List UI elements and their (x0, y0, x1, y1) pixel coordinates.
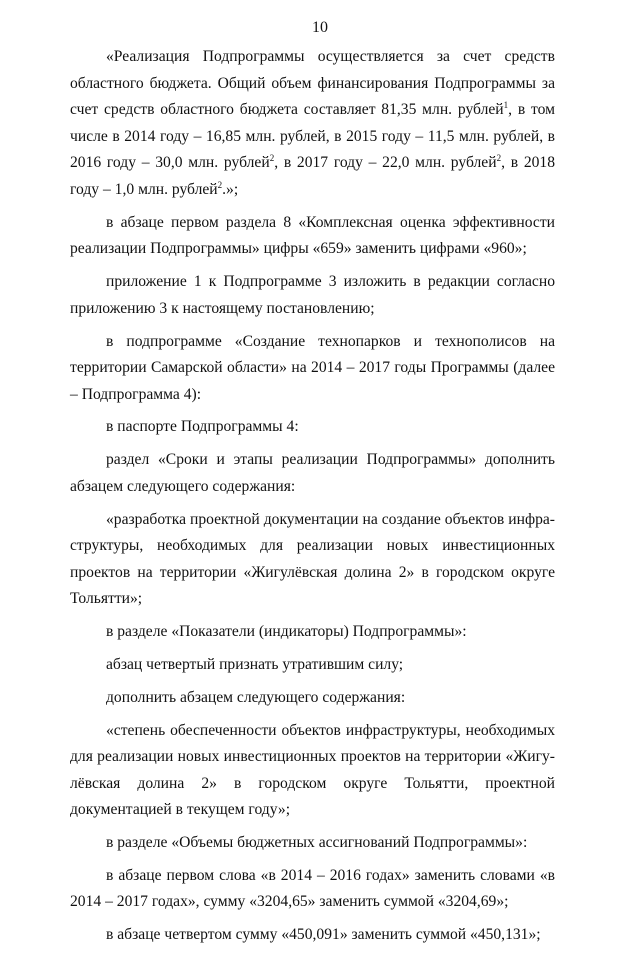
paragraph: в паспорте Подпрограммы 4: (106, 418, 299, 436)
paragraph: приложение 1 к Подпрограмме 3 изложить в редакции согласно приложению 3 к настоящему постановлению; (70, 273, 555, 317)
paragraph: абзац четвертый признать утратившим силу; (106, 655, 404, 673)
paragraph: раздел «Сроки и этапы реализации Подпрограммы» дополнить абзацем следующего содержания: (70, 451, 555, 495)
footnote-mark: 2 (269, 153, 275, 164)
paragraph: дополнить абзацем следующего содержания: (106, 688, 406, 706)
footnote-mark: 2 (496, 153, 502, 164)
document-body (70, 44, 555, 955)
footnote-mark: 2 (217, 179, 223, 190)
financing-text-part: «Реализация Подпрограммы осуществляется за счет средств областного бюджета. Общий объем финансирования Подпрограммы за счет средств областного бюджета составляет 81,35 млн. рублей (70, 48, 555, 119)
paragraph: в подпрограмме «Создание технопарков и технополисов на территории Самарской области» на 2014 – 2017 годы Программы (далее – Подпрограмма 4): (70, 332, 555, 403)
paragraph-financing (70, 44, 555, 204)
paragraph: «разработка проектной документации на создание объектов инфраструктуры, необходимых для реализации новых инвестиционных проектов на территории «Жигулёвская долина 2» в городском округе Тольятти»; (70, 510, 555, 608)
footnote-mark: 1 (503, 100, 509, 111)
financing-text-part: , в 2017 году – 22,0 млн. рублей (274, 154, 497, 172)
paragraph: «степень обеспеченности объектов инфраструктуры, необходимых для реализации новых инвестиционных проектов на территории «Жигулёвская долина 2» в городском округе Тольятти, проектной документацией в текущем году»; (70, 721, 555, 819)
paragraph: в абзаце четвертом сумму «450,091» заменить суммой «450,131»; (106, 926, 541, 944)
paragraph: в абзаце первом раздела 8 «Комплексная оценка эффективности реализации Подпрограммы» цифры «659» заменить цифрами «960»; (70, 213, 555, 258)
paragraph: в абзаце первом слова «в 2014 – 2016 годах» заменить словами «в 2014 – 2017 годах», сумму «3204,65» заменить суммой «3204,69»; (70, 866, 555, 911)
financing-text-part: , в том числе в 2014 году – 16,85 млн. рублей, в 2015 году – 11,5 млн. рублей, в 2016 году – 30,0 млн. рублей (70, 101, 555, 172)
paragraph: в разделе «Показатели (индикаторы) Подпрограммы»: (106, 623, 467, 641)
page-number: 10 (312, 19, 328, 36)
financing-text-part: .»; (222, 180, 239, 198)
paragraph: в разделе «Объемы бюджетных ассигнований Подпрограммы»: (106, 834, 528, 852)
financing-text-part: , в 2018 году – 1,0 млн. рублей (70, 154, 556, 198)
